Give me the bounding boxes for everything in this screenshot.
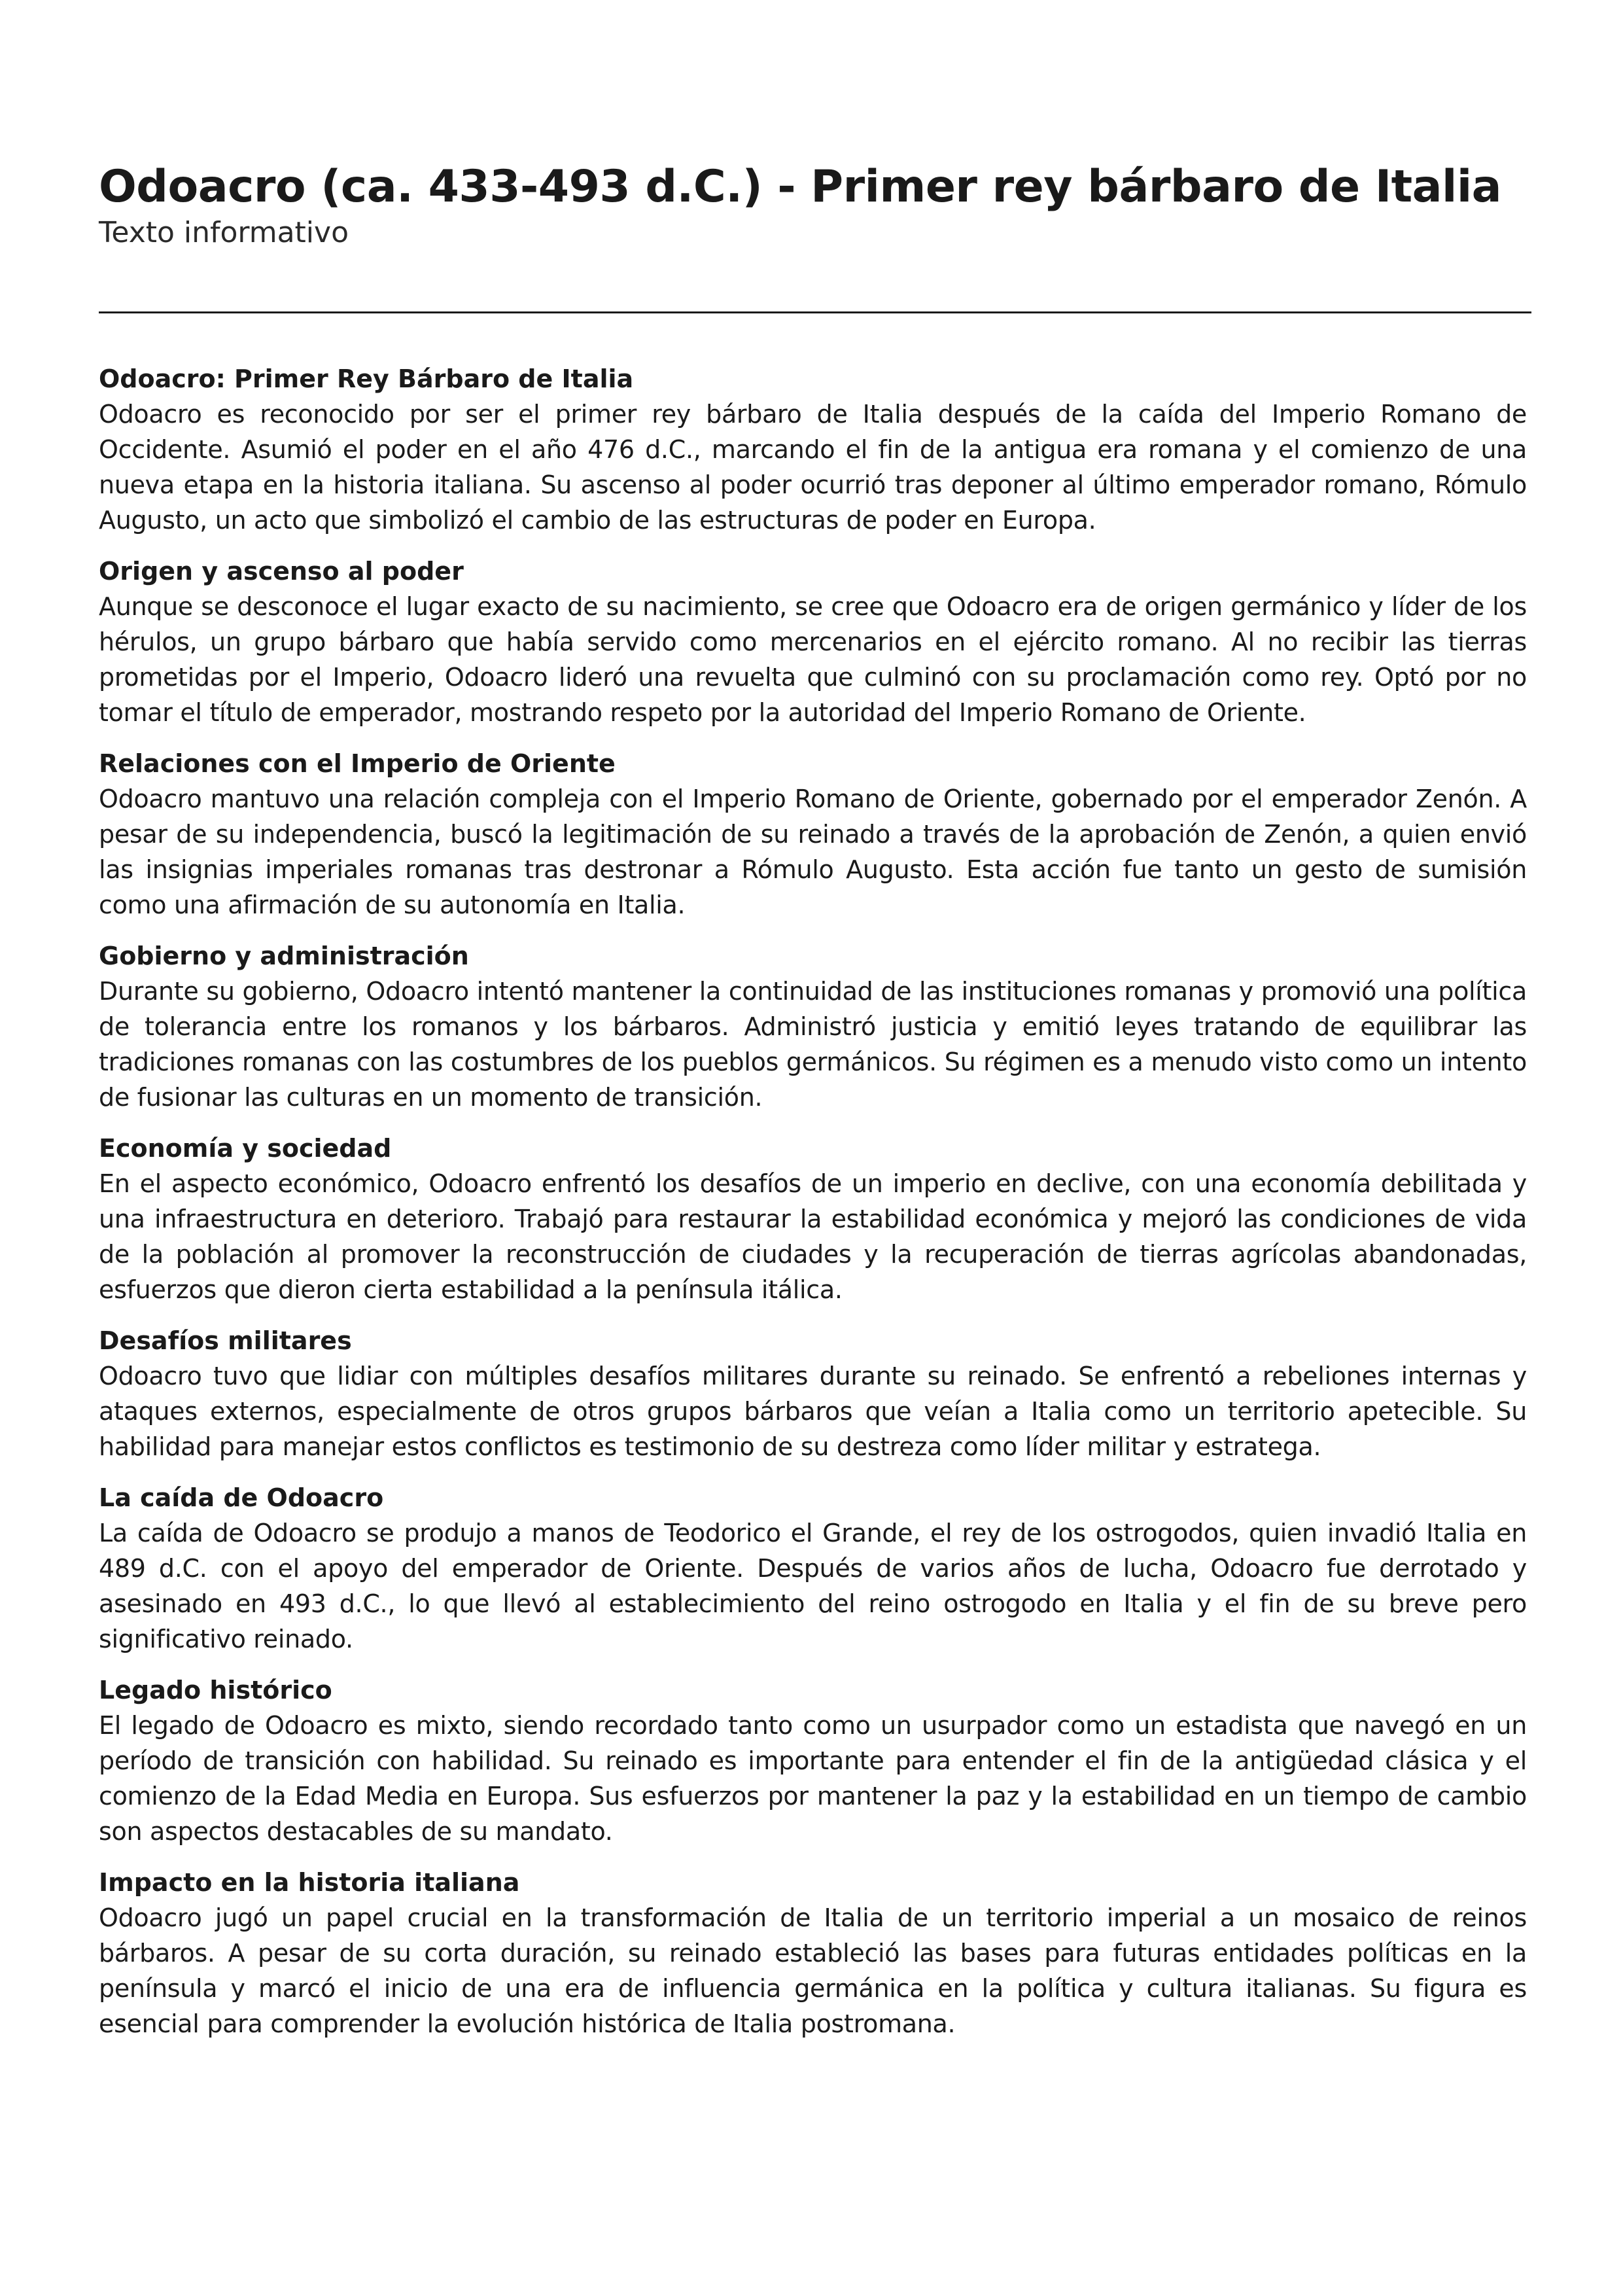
document-subtitle: Texto informativo xyxy=(99,216,349,249)
section-heading: Odoacro: Primer Rey Bárbaro de Italia xyxy=(99,364,634,393)
section-desafios xyxy=(99,1323,1527,1464)
section-heading: Legado histórico xyxy=(99,1676,332,1704)
section-body: Odoacro es reconocido por ser el primer rey bárbaro de Italia después de la caída del Imperio Romano de Occidente. Asumió el poder en el año 476 d.C., marcando el fin de la antigua era romana y el comienzo de una nueva etapa en la historia italiana. Su ascenso al poder ocurrió tras deponer al último emperador romano, Rómulo Augusto, un acto que simbolizó el cambio de las estructuras de poder en Europa. xyxy=(99,400,1527,535)
section-body: Odoacro tuvo que lidiar con múltiples desafíos militares durante su reinado. Se enfrentó a rebeliones internas y ataques externos, especialmente de otros grupos bárbaros que veían a Italia como un territorio apetecible. Su habilidad para manejar estos conflictos es testimonio de su destreza como líder militar y estratega. xyxy=(99,1362,1527,1461)
section-body: El legado de Odoacro es mixto, siendo recordado tanto como un usurpador como un estadista que navegó en un período de transición con habilidad. Su reinado es importante para entender el fin de la antigüedad clásica y el comienzo de la Edad Media en Europa. Sus esfuerzos por mantener la paz y la estabilidad en un tiempo de cambio son aspectos destacables de su mandato. xyxy=(99,1711,1527,1846)
section-heading: Gobierno y administración xyxy=(99,942,469,970)
section-body: La caída de Odoacro se produjo a manos de Teodorico el Grande, el rey de los ostrogodos, quien invadió Italia en 489 d.C. con el apoyo del emperador de Oriente. Después de varios años de lucha, Odoacro fue derrotado y asesinado en 493 d.C., lo que llevó al establecimiento del reino ostrogodo en Italia y el fin de su breve pero significativo reinado. xyxy=(99,1519,1527,1653)
section-heading: Impacto en la historia italiana xyxy=(99,1868,520,1897)
document-title: Odoacro (ca. 433-493 d.C.) - Primer rey bárbaro de Italia xyxy=(99,161,1502,213)
section-primer-rey xyxy=(99,361,1527,538)
section-economia xyxy=(99,1131,1527,1307)
sections-container xyxy=(99,361,1527,2057)
section-body: Odoacro jugó un papel crucial en la transformación de Italia de un territorio imperial a un mosaico de reinos bárbaros. A pesar de su corta duración, su reinado estableció las bases para futuras entidades políticas en la península y marcó el inicio de una era de influencia germánica en la política y cultura italianas. Su figura es esencial para comprender la evolución histórica de Italia postromana. xyxy=(99,1903,1527,2038)
section-origen xyxy=(99,554,1527,730)
section-body: Odoacro mantuvo una relación compleja con el Imperio Romano de Oriente, gobernado por el emperador Zenón. A pesar de su independencia, buscó la legitimación de su reinado a través de la aprobación de Zenón, a quien envió las insignias imperiales romanas tras destronar a Rómulo Augusto. Esta acción fue tanto un gesto de sumisión como una afirmación de su autonomía en Italia. xyxy=(99,785,1527,919)
section-heading: La caída de Odoacro xyxy=(99,1483,384,1512)
title-divider xyxy=(99,311,1531,313)
section-caida xyxy=(99,1480,1527,1657)
section-gobierno xyxy=(99,938,1527,1115)
section-body: Durante su gobierno, Odoacro intentó mantener la continuidad de las instituciones romanas y promovió una política de tolerancia entre los romanos y los bárbaros. Administró justicia y emitió leyes tratando de equilibrar las tradiciones romanas con las costumbres de los pueblos germánicos. Su régimen es a menudo visto como un intento de fusionar las culturas en un momento de transición. xyxy=(99,977,1527,1112)
section-legado xyxy=(99,1672,1527,1849)
section-body: En el aspecto económico, Odoacro enfrentó los desafíos de un imperio en declive, con una economía debilitada y una infraestructura en deterioro. Trabajó para restaurar la estabilidad económica y mejoró las condiciones de vida de la población al promover la reconstrucción de ciudades y la recuperación de tierras agrícolas abandonadas, esfuerzos que dieron cierta estabilidad a la península itálica. xyxy=(99,1169,1527,1304)
section-relaciones xyxy=(99,746,1527,923)
section-heading: Origen y ascenso al poder xyxy=(99,557,464,586)
section-heading: Economía y sociedad xyxy=(99,1134,392,1163)
section-body: Aunque se desconoce el lugar exacto de su nacimiento, se cree que Odoacro era de origen germánico y líder de los hérulos, un grupo bárbaro que había servido como mercenarios en el ejército romano. Al no recibir las tierras prometidas por el Imperio, Odoacro lideró una revuelta que culminó con su proclamación como rey. Optó por no tomar el título de emperador, mostrando respeto por la autoridad del Imperio Romano de Oriente. xyxy=(99,592,1527,727)
section-heading: Desafíos militares xyxy=(99,1326,352,1355)
document-page xyxy=(99,161,1527,2038)
section-impacto xyxy=(99,1865,1527,2041)
section-heading: Relaciones con el Imperio de Oriente xyxy=(99,749,616,778)
